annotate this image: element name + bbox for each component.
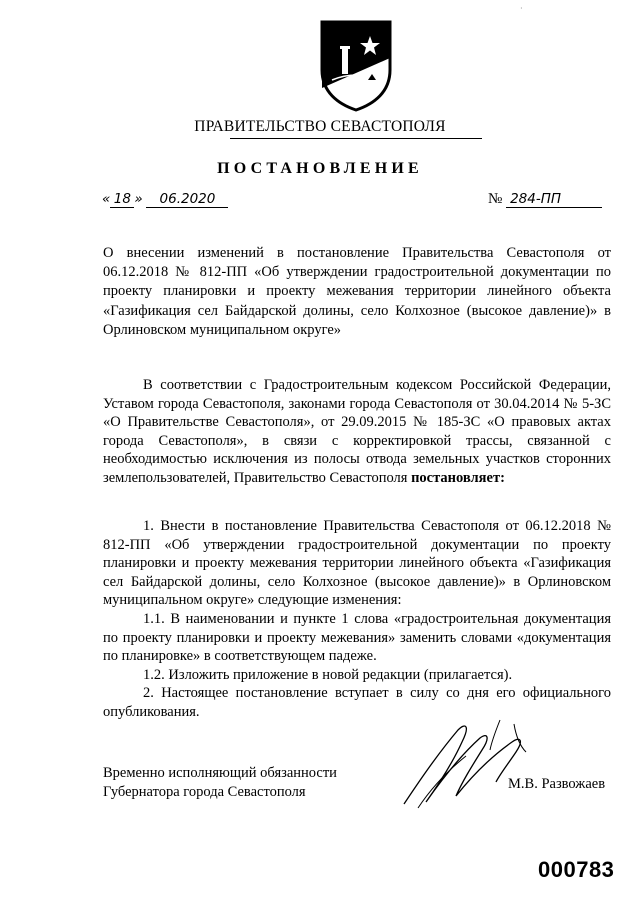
item-1-2: 1.2. Изложить приложение в новой редакции (прилагается). <box>143 666 513 683</box>
org-name: ПРАВИТЕЛЬСТВО СЕВАСТОПОЛЯ <box>194 118 446 135</box>
date-month-year: 06.2020 <box>146 191 228 208</box>
handwritten-signature <box>396 716 556 812</box>
serial-number: 000783 <box>538 857 615 882</box>
item-2: 2. Настоящее постановление вступает в силу со дня его официального опубликования. <box>103 685 611 720</box>
preamble-paragraph <box>103 376 611 488</box>
coat-of-arms-emblem <box>318 18 394 112</box>
number-prefix: № <box>488 191 503 207</box>
preamble <box>103 376 611 488</box>
signatory-name: М.В. Развожаев <box>508 776 606 792</box>
document-number <box>488 191 602 208</box>
date-day: 18 <box>110 191 134 208</box>
number-value: 284-ПП <box>506 191 602 208</box>
date-open-quote: « <box>102 191 111 207</box>
scan-corner-mark: · <box>520 4 523 13</box>
position-line-2: Губернатора города Севастополя <box>103 784 306 800</box>
date-close-quote: » <box>134 191 143 207</box>
preamble-text: В соответствии с Градостроительным кодексом Российской Федерации, Уставом города Севастополя, законами города Севастополя от 30.04.2014 № 5-ЗС «О Правительстве Севастополя», от 29.09.2015 № 185-ЗС «О правовых актах города Севастополя», в связи с корректировкой трассы, связанной с необходимостью исключения из полосы отвода земельных участков сторонних землепользователей, Правительство Севастополя <box>103 377 611 486</box>
resolves-word: постановляет: <box>411 469 505 486</box>
signatory-position <box>103 764 337 802</box>
header-underline <box>230 138 482 139</box>
document-type-heading: ПОСТАНОВЛЕНИЕ <box>217 160 423 177</box>
document-title: О внесении изменений в постановление Правительства Севастополя от 06.12.2018 № 812-ПП «Об утверждении градостроительной документации по проекту планировки и проекту межевания территории линейного объекта «Газификация сел Байдарской долины, село Колхозное (высокое давление)» в Орлиновском муниципальном округе» <box>103 245 611 338</box>
item-1: 1. Внести в постановление Правительства Севастополя от 06.12.2018 № 812-ПП «Об утверждении градостроительной документации по проекту планировки и проекту межевания территории линейного объекта «Газификация сел Байдарской долины, село Колхозное (высокое давление)» в Орлиновском муниципальном округе» следующие изменения: <box>103 518 611 609</box>
document-date <box>102 191 228 208</box>
item-1-1: 1.1. В наименовании и пункте 1 слова «градостроительная документация по проекту планировки и проекту межевания» заменить словами «документация по планировке» в соответствующем падеже. <box>103 610 611 665</box>
operative-part <box>103 517 611 722</box>
position-line-1: Временно исполняющий обязанности <box>103 765 337 781</box>
